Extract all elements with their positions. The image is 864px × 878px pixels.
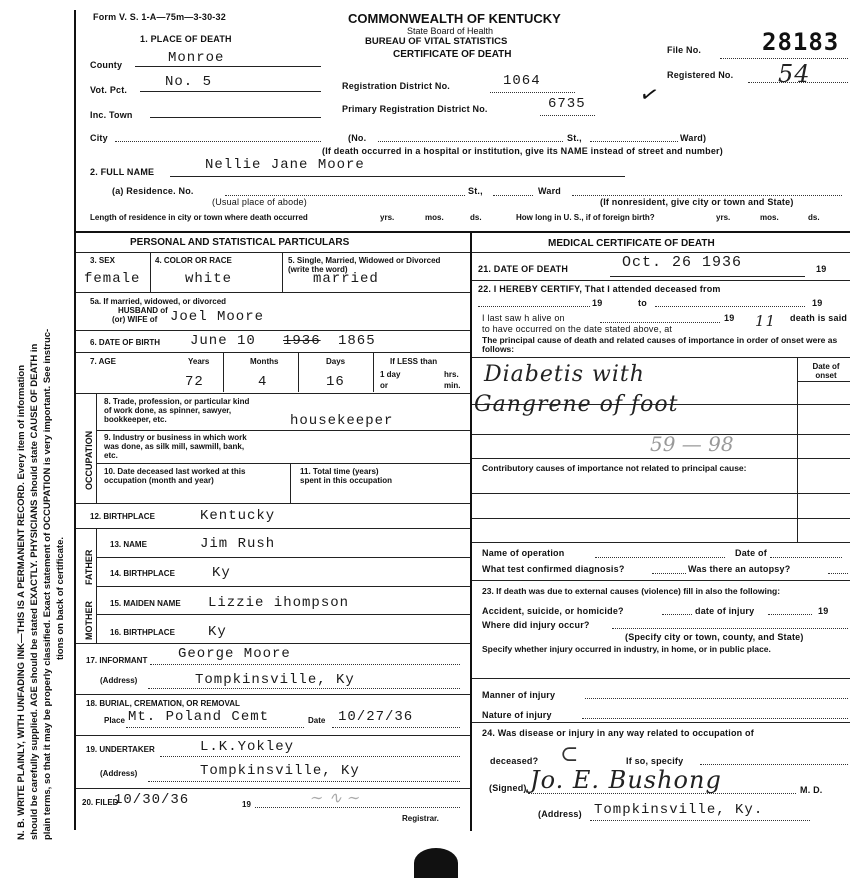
date-of-label: Date of <box>735 548 767 558</box>
dob-value: June 10 <box>190 333 256 349</box>
personal-heading: PERSONAL AND STATISTICAL PARTICULARS <box>130 237 350 248</box>
where-injury-label: Where did injury occur? <box>482 620 590 630</box>
how-long-yrs-label: yrs. <box>716 213 731 222</box>
dob-struck-year: 1936 <box>283 333 321 349</box>
specify-city-label: (Specify city or town, county, and State) <box>625 632 804 642</box>
autopsy-label: Was there an autopsy? <box>688 564 791 574</box>
birthplace-value: Kentucky <box>200 508 276 524</box>
months-label: Months <box>250 357 279 366</box>
marital-label: 5. Single, Married, Widowed or Divorced (write the word) <box>288 256 441 274</box>
marital-value: married <box>313 271 379 287</box>
length-residence-label: Length of residence in city or town where death occurred <box>90 213 308 222</box>
spouse-label-a: 5a. If married, widowed, or divorced <box>90 297 227 306</box>
registered-number: 54 <box>778 60 811 88</box>
occ9-label: 9. Industry or business in which work was done, as silk mill, sawmill, bank, etc. <box>104 433 247 460</box>
sidebar-line-4: tions on back of certificate. <box>55 537 66 660</box>
occ8-value: housekeeper <box>290 413 394 429</box>
registrar-label: Registrar. <box>402 814 439 823</box>
section-divider <box>74 231 850 233</box>
center-divider <box>470 231 472 831</box>
residence-st-label: St., <box>468 186 483 196</box>
certificate-title: CERTIFICATE OF DEATH <box>393 49 512 60</box>
occ8-label: 8. Trade, profession, or particular kind of work done, as spinner, sawyer, bookkeeper, etc. <box>104 397 250 424</box>
cause-line-2: Gangrene of foot <box>474 392 679 417</box>
spouse-label-b: HUSBAND of <box>118 306 168 315</box>
filed-label: 20. FILED <box>82 798 119 807</box>
file-number: 28183 <box>762 28 840 56</box>
medical-heading: MEDICAL CERTIFICATE OF DEATH <box>548 238 715 249</box>
age-days: 16 <box>326 374 345 390</box>
manner-label: Manner of injury <box>482 690 556 700</box>
length-yrs-label: yrs. <box>380 213 395 222</box>
accident-label: Accident, suicide, or homicide? <box>482 606 624 616</box>
father-birthplace-label: 14. BIRTHPLACE <box>110 569 175 578</box>
nonresident-label: (If nonresident, give city or town and State) <box>600 197 794 207</box>
check-mark: ✓ <box>637 80 662 109</box>
full-name-label: 2. FULL NAME <box>90 167 155 177</box>
length-mos-label: mos. <box>425 213 444 222</box>
mother-birthplace-value: Ky <box>208 624 227 640</box>
birthplace-label: 12. BIRTHPLACE <box>90 512 155 521</box>
bureau-title: BUREAU OF VITAL STATISTICS <box>365 36 508 47</box>
burial-date-label: Date <box>308 716 326 725</box>
informant-address-label: (Address) <box>100 676 138 685</box>
age-label: 7. AGE <box>90 357 116 366</box>
sex-value: female <box>84 271 141 287</box>
sidebar-line-1: N. B. WRITE PLAINLY, WITH UNFADING INK—THIS IS A PERMANENT RECORD. Every item of information <box>16 364 27 840</box>
registrar-signature: ∼ ∿ ∼ <box>310 788 361 807</box>
residence-ward-label: Ward <box>538 186 561 196</box>
dod-label: 21. DATE OF DEATH <box>478 264 569 274</box>
how-long-label: How long in U. S., if of foreign birth? <box>516 213 655 222</box>
injury-date-label: date of injury <box>695 606 755 616</box>
years-label: Years <box>188 357 210 366</box>
if-so-label: If so, specify <box>626 756 684 766</box>
undertaker-label: 19. UNDERTAKER <box>86 745 155 754</box>
father-name-label: 13. NAME <box>110 540 147 549</box>
q24-label: 24. Was disease or injury in any way related to occupation of <box>482 728 754 738</box>
place-of-death-heading: 1. PLACE OF DEATH <box>140 34 232 44</box>
deceased-label: deceased? <box>490 756 539 766</box>
specify-industry-label: Specify whether injury occurred in industry, in home, or in public place. <box>482 644 771 654</box>
occ11-label: 11. Total time (years) spent in this occupation <box>300 467 393 485</box>
test-label: What test confirmed diagnosis? <box>482 564 625 574</box>
operation-label: Name of operation <box>482 548 565 558</box>
primary-district-value: 6735 <box>548 96 586 112</box>
occ10-label: 10. Date deceased last worked at this occupation (month and year) <box>104 467 246 485</box>
how-long-ds-label: ds. <box>808 213 820 222</box>
to-label: to <box>638 298 647 308</box>
injury-19-label: 19 <box>818 606 829 616</box>
external-causes-label: 23. If death was due to external causes (violence) fill in also the following: <box>482 586 781 596</box>
hospital-note: (If death occurred in a hospital or institution, give its NAME instead of street and number) <box>322 146 723 156</box>
street-no-label: (No. <box>348 133 367 143</box>
reg-district-value: 1064 <box>503 73 541 89</box>
ward-label: Ward) <box>680 133 707 143</box>
occurred-label: to have occurred on the date stated above, at <box>482 324 673 334</box>
to-19-label: 19 <box>812 298 823 308</box>
inc-town-label: Inc. Town <box>90 110 133 120</box>
cause-line-1: Diabetis with <box>484 362 645 387</box>
vot-pct-label: Vot. Pct. <box>90 85 128 95</box>
date-of-onset-label: Date of onset <box>812 362 840 380</box>
last-saw-19-label: 19 <box>724 313 735 323</box>
occupation-section-label: OCCUPATION <box>84 430 94 490</box>
age-years: 72 <box>185 374 204 390</box>
county-label: County <box>90 60 123 70</box>
ink-blot <box>414 848 458 878</box>
days-label: Days <box>326 357 346 366</box>
vot-pct-value: No. 5 <box>165 74 213 90</box>
sex-label: 3. SEX <box>90 256 115 265</box>
principal-cause-label: The principal cause of death and related causes of importance in order of onset were as follows: <box>482 335 838 354</box>
burial-place-value: Mt. Poland Cemt <box>128 709 270 725</box>
father-birthplace-value: Ky <box>212 565 231 581</box>
last-saw-label: I last saw h alive on <box>482 313 565 323</box>
residence-label: (a) Residence. No. <box>112 186 194 196</box>
informant-address-value: Tompkinsville, Ky <box>195 672 355 688</box>
how-long-mos-label: mos. <box>760 213 779 222</box>
sidebar-line-3: plain terms, so that it may be properly classified. Exact statement of OCCUPATION is very important. See instruc- <box>42 328 53 840</box>
city-label: City <box>90 133 108 143</box>
physician-address-label: (Address) <box>538 809 582 819</box>
hrs-label: hrs. <box>444 370 459 379</box>
physician-address-value: Tompkinsville, Ky. <box>594 802 764 818</box>
mother-section-label: MOTHER <box>84 601 94 640</box>
from-19-label: 19 <box>592 298 603 308</box>
contributory-label: Contributory causes of importance not related to principal cause: <box>482 463 747 473</box>
left-border <box>74 10 76 830</box>
undertaker-address-value: Tompkinsville, Ky <box>200 763 360 779</box>
mother-name-value: Lizzie ihompson <box>208 595 350 611</box>
or-label: or <box>380 381 388 390</box>
length-ds-label: ds. <box>470 213 482 222</box>
file-no-label: File No. <box>667 45 702 55</box>
county-value: Monroe <box>168 50 225 66</box>
father-section-label: FATHER <box>84 549 94 585</box>
one-day-label: 1 day <box>380 370 401 379</box>
filed-19-label: 19 <box>242 800 251 809</box>
form-number: Form V. S. 1-A—75m—3-30-32 <box>93 12 226 22</box>
deceased-answer-mark: ⊂ <box>560 742 579 767</box>
dob-label: 6. DATE OF BIRTH <box>90 338 161 347</box>
min-label: min. <box>444 381 461 390</box>
informant-value: George Moore <box>178 646 291 662</box>
death-time: 11 <box>755 312 777 330</box>
full-name-value: Nellie Jane Moore <box>205 157 365 173</box>
instructions-sidebar <box>4 20 64 840</box>
street-label: St., <box>567 133 582 143</box>
physician-signature: Jo. E. Bushong <box>530 766 722 794</box>
cause-code: 59 — 98 <box>650 432 734 456</box>
informant-label: 17. INFORMANT <box>86 656 148 665</box>
spouse-label-c: (or) WIFE of <box>112 315 158 324</box>
burial-label: 18. BURIAL, CREMATION, OR REMOVAL <box>86 699 240 708</box>
board-title: State Board of Health <box>407 26 494 36</box>
filed-value: 10/30/36 <box>114 792 190 808</box>
less-than-label: If LESS than <box>390 357 438 366</box>
registered-no-label: Registered No. <box>667 70 734 80</box>
mother-name-label: 15. MAIDEN NAME <box>110 599 181 608</box>
sidebar-line-2: should be carefully supplied. AGE should be stated EXACTLY. PHYSICIANS should state CAUSE OF DEATH in <box>29 343 40 840</box>
primary-district-label: Primary Registration District No. <box>342 104 488 114</box>
reg-district-label: Registration District No. <box>342 81 451 91</box>
father-name-value: Jim Rush <box>200 536 276 552</box>
burial-date-value: 10/27/36 <box>338 709 414 725</box>
dod-value: Oct. 26 1936 <box>622 254 743 271</box>
dod-19-label: 19 <box>816 264 827 274</box>
mother-birthplace-label: 16. BIRTHPLACE <box>110 628 175 637</box>
usual-abode-label: (Usual place of abode) <box>212 197 307 207</box>
state-title: COMMONWEALTH OF KENTUCKY <box>348 11 561 26</box>
certify-label: 22. I HEREBY CERTIFY, That I attended deceased from <box>478 284 721 294</box>
age-months: 4 <box>258 374 268 390</box>
undertaker-address-label: (Address) <box>100 769 138 778</box>
burial-place-label: Place <box>104 716 125 725</box>
signed-label: (Signed) <box>489 783 527 793</box>
undertaker-value: L.K.Yokley <box>200 739 295 755</box>
death-said-label: death is said <box>790 313 848 323</box>
color-value: white <box>185 271 233 287</box>
spouse-value: Joel Moore <box>170 309 265 325</box>
dob-year: 1865 <box>338 333 376 349</box>
color-label: 4. COLOR OR RACE <box>155 256 232 265</box>
nature-label: Nature of injury <box>482 710 552 720</box>
md-label: M. D. <box>800 785 823 795</box>
